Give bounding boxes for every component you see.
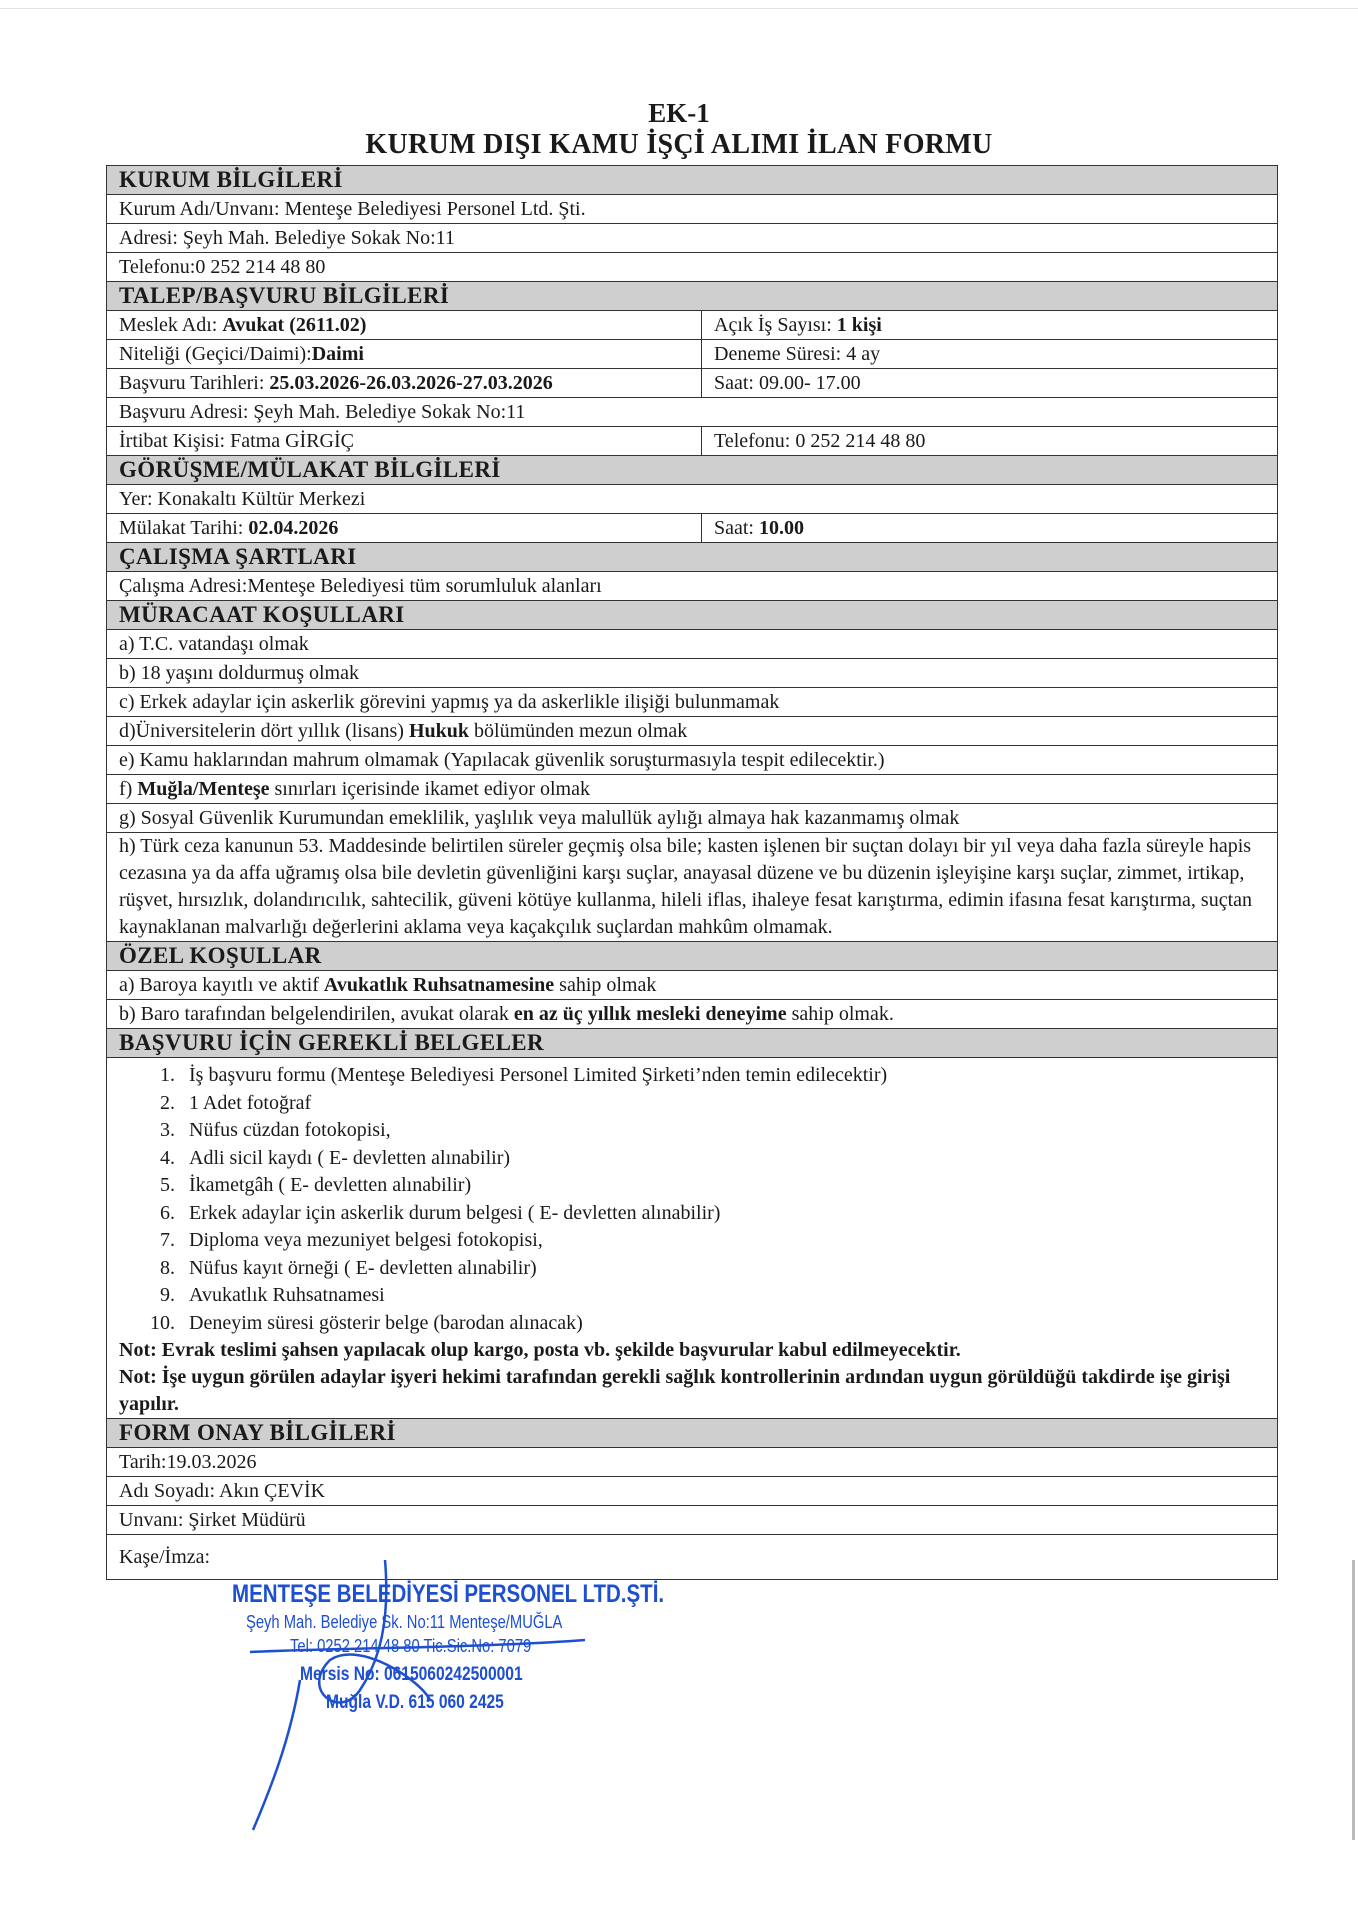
form-row [107, 775, 1277, 804]
form-row [107, 688, 1277, 717]
list-number: 8. [160, 1256, 175, 1279]
form-code: EK-1 [648, 98, 710, 128]
form-row [107, 971, 1277, 1000]
form-cell [107, 630, 1277, 658]
list-number: 9. [160, 1284, 175, 1306]
cell-text: Deneme Süresi: 4 ay [714, 343, 881, 365]
form-row [107, 427, 1277, 456]
note-text: Not: Evrak teslimi şahsen yapılacak olup kargo, posta vb. şekilde başvurular kabul edilmeyecektir. [119, 1339, 961, 1361]
cell-text: f) [119, 778, 138, 800]
cell-text: Mülakat Tarihi: [119, 517, 249, 539]
list-number: 7. [160, 1229, 175, 1251]
cell-text: sahip olmak [554, 974, 657, 996]
list-text: İkametgâh ( E- devletten alınabilir) [189, 1174, 472, 1196]
form-cell [107, 369, 702, 397]
section-header [107, 166, 1277, 195]
form-cell [107, 1000, 1277, 1028]
section-title: GÖRÜŞME/MÜLAKAT BİLGİLERİ [119, 457, 501, 482]
section-title: KURUM BİLGİLERİ [119, 167, 343, 192]
cell-text: sahip olmak. [786, 1003, 894, 1025]
section-title: MÜRACAAT KOŞULLARI [119, 602, 405, 627]
section-title: ÖZEL KOŞULLAR [119, 943, 322, 968]
form-row [107, 311, 1277, 340]
list-text: Adli sicil kaydı ( E- devletten alınabilir) [189, 1146, 511, 1169]
cell-text: Yer: Konakaltı Kültür Merkezi [119, 488, 366, 510]
list-text: Deneyim süresi gösterir belge (barodan alınacak) [189, 1311, 583, 1334]
list-number: 2. [160, 1091, 175, 1114]
form-cell [107, 659, 1277, 687]
form-cell [107, 398, 1277, 426]
cell-text: Saat: 09.00- 17.00 [714, 372, 861, 394]
form-cell [702, 514, 1277, 542]
required-documents-list [107, 1058, 1277, 1419]
list-text: Erkek adaylar için askerlik durum belgesi ( E- devletten alınabilir) [189, 1201, 721, 1224]
list-number: 10. [150, 1311, 175, 1334]
cell-text: Başvuru Adresi: Şeyh Mah. Belediye Sokak No:11 [119, 401, 526, 423]
form-row [107, 398, 1277, 427]
company-stamp [230, 1560, 665, 1790]
form-row [107, 1000, 1277, 1029]
stamp-line: MENTEŞE BELEDİYESİ PERSONEL LTD.ŞTİ. [232, 1580, 665, 1608]
form-row [107, 746, 1277, 775]
list-text: Diploma veya mezuniyet belgesi fotokopisi, [189, 1229, 543, 1251]
section-header [107, 1419, 1277, 1448]
cell-text: Telefonu:0 252 214 48 80 [119, 256, 326, 278]
form-cell [107, 1448, 1277, 1476]
list-item [107, 1255, 1277, 1283]
cell-text: g) Sosyal Güvenlik Kurumundan emeklilik, yaşlılık veya malullük aylığı almaya hak kazanmamış olmak [119, 807, 960, 829]
form-row [107, 253, 1277, 282]
form-row [107, 804, 1277, 833]
cell-text: Tarih:19.03.2026 [119, 1451, 257, 1473]
cell-text: Telefonu: 0 252 214 48 80 [714, 430, 926, 452]
section-title: BAŞVURU İÇİN GEREKLİ BELGELER [119, 1030, 545, 1055]
form-row [107, 717, 1277, 746]
cell-text: Hukuk [408, 720, 470, 742]
list-item [107, 1117, 1277, 1145]
form-cell [107, 253, 1277, 281]
cell-text: en az üç yıllık mesleki deneyime [513, 1003, 787, 1025]
form-cell [702, 427, 1277, 455]
form-row [107, 572, 1277, 601]
section-title: ÇALIŞMA ŞARTLARI [119, 544, 357, 569]
form-row [107, 1448, 1277, 1477]
form-row [107, 659, 1277, 688]
stamp-line: Muğla V.D. 615 060 2425 [326, 1692, 504, 1713]
section-title: TALEP/BAŞVURU BİLGİLERİ [119, 283, 450, 308]
cell-text: Kurum Adı/Unvanı: Menteşe Belediyesi Personel Ltd. Şti. [119, 198, 586, 220]
cell-text: Adresi: Şeyh Mah. Belediye Sokak No:11 [119, 227, 455, 249]
list-number: 6. [160, 1201, 175, 1224]
form-row [107, 514, 1277, 543]
form-cell [107, 340, 702, 368]
cell-text: Açık İş Sayısı: [714, 314, 837, 336]
list-item [107, 1310, 1277, 1338]
form-cell [107, 804, 1277, 832]
list-item [107, 1200, 1277, 1228]
cell-text: Daimi [311, 343, 364, 365]
stamp-line: Tel: 0252 214 48 80 Tic.Sic.No: 7079 [290, 1636, 532, 1656]
form-cell [702, 311, 1277, 339]
cell-text: bölümünden mezun olmak [469, 720, 688, 742]
cell-text: b) Baro tarafından belgelendirilen, avukat olarak [119, 1003, 514, 1025]
cell-text: sınırları içerisinde ikamet ediyor olmak [269, 778, 590, 800]
form-cell [107, 833, 1277, 941]
list-text: 1 Adet fotoğraf [189, 1091, 312, 1114]
cell-text: 10.00 [759, 517, 804, 539]
form-row [107, 485, 1277, 514]
form-cell [107, 746, 1277, 774]
cell-text: 1 kişi [836, 314, 882, 336]
cell-text: b) 18 yaşını doldurmuş olmak [119, 662, 359, 684]
cell-text: Başvuru Tarihleri: [119, 372, 270, 394]
form-cell [107, 717, 1277, 745]
form-row [107, 630, 1277, 659]
form-cell [107, 224, 1277, 252]
scan-edge [0, 8, 1358, 9]
form-cell [107, 427, 702, 455]
cell-text: Kaşe/İmza: [119, 1546, 211, 1568]
stamp-line: Mersis No: 0615060242500001 [300, 1664, 523, 1685]
cell-text: Unvanı: Şirket Müdürü [119, 1509, 306, 1531]
cell-text: Muğla/Menteşe [137, 778, 270, 800]
form-cell [107, 195, 1277, 223]
form-cell [107, 572, 1277, 600]
list-item [107, 1282, 1277, 1310]
cell-text: h) Türk ceza kanunun 53. Maddesinde belirtilen süreler geçmiş olsa bile; kasten işlenen bir suçtan dolayı bir yıl veya daha fazla süreyle hapis cezasına ya da affa uğramış olsa bile devletin güvenliğini karşı suçlar, anayasal düzene ve bu düzenin işleyişine karşı suçlar, zimmet, irtikap, rüşvet, hırsızlık, dolandırıcılık, sahtecilik, güveni kötüye kullanma, hileli iflas, ihaleye fesat karıştırma, edimin ifasına fesat karıştırma, suçtan kaynaklanan malvarlığı değerlerini aklama veya kaçakçılık suçlardan mahkûm olmamak. [119, 835, 1253, 938]
section-header [107, 456, 1277, 485]
form-cell [702, 369, 1277, 397]
stamp-line: Şeyh Mah. Belediye Sk. No:11 Menteşe/MUĞLA [246, 1612, 563, 1632]
section-header [107, 1029, 1277, 1058]
scan-edge [1352, 1560, 1355, 1840]
section-header [107, 601, 1277, 630]
form-row [107, 1506, 1277, 1535]
form-cell [107, 514, 702, 542]
form-cell [702, 340, 1277, 368]
list-item [107, 1172, 1277, 1200]
list-item [107, 1227, 1277, 1255]
form-row [107, 224, 1277, 253]
cell-text: 02.04.2026 [248, 517, 339, 539]
cell-text: c) Erkek adaylar için askerlik görevini yapmış ya da askerlikle ilişiği bulunmamak [119, 691, 780, 713]
list-number: 4. [160, 1146, 175, 1169]
section-header [107, 543, 1277, 572]
list-text: Nüfus cüzdan fotokopisi, [189, 1119, 391, 1141]
form-row [107, 833, 1277, 942]
form-cell [107, 971, 1277, 999]
cell-text: Meslek Adı: [119, 314, 223, 336]
list-text: İş başvuru formu (Menteşe Belediyesi Personel Limited Şirketi’nden temin edilecektir) [189, 1064, 888, 1086]
cell-text: Avukatlık Ruhsatnamesine [323, 974, 555, 996]
form-row [107, 340, 1277, 369]
cell-text: İrtibat Kişisi: Fatma GİRGİÇ [119, 430, 354, 452]
cell-text: Niteliği (Geçici/Daimi): [119, 343, 312, 365]
list-item [107, 1145, 1277, 1173]
section-header [107, 282, 1277, 311]
section-header [107, 942, 1277, 971]
list-text: Avukatlık Ruhsatnamesi [189, 1284, 385, 1306]
list-number: 3. [160, 1119, 175, 1141]
list-number: 1. [160, 1064, 175, 1086]
list-text: Nüfus kayıt örneği ( E- devletten alınabilir) [189, 1256, 537, 1279]
application-form-table [106, 165, 1278, 1580]
form-title: KURUM DIŞI KAMU İŞÇİ ALIMI İLAN FORMU [365, 129, 993, 160]
cell-text: a) Baroya kayıtlı ve aktif [119, 974, 324, 996]
form-cell [107, 1477, 1277, 1505]
cell-text: Çalışma Adresi:Menteşe Belediyesi tüm sorumluluk alanları [119, 575, 602, 597]
form-cell [107, 688, 1277, 716]
form-row [107, 369, 1277, 398]
note-text: Not: İşe uygun görülen adaylar işyeri hekimi tarafından gerekli sağlık kontrollerinin ardından uygun görüldüğü takdirde işe girişi yapılır. [119, 1366, 1231, 1415]
list-number: 5. [160, 1174, 175, 1196]
form-cell [107, 1506, 1277, 1534]
list-item [107, 1090, 1277, 1118]
list-item [107, 1062, 1277, 1090]
cell-text: e) Kamu haklarından mahrum olmamak (Yapılacak güvenlik soruşturmasıyla tespit edilecektir.) [119, 749, 885, 771]
section-title: FORM ONAY BİLGİLERİ [119, 1420, 396, 1445]
cell-text: Saat: [714, 517, 759, 539]
cell-text: a) T.C. vatandaşı olmak [119, 633, 309, 655]
cell-text: Adı Soyadı: Akın ÇEVİK [119, 1480, 326, 1502]
form-row [107, 195, 1277, 224]
cell-text: 25.03.2026-26.03.2026-27.03.2026 [269, 372, 553, 394]
form-cell [107, 775, 1277, 803]
form-row [107, 1477, 1277, 1506]
cell-text: d)Üniversitelerin dört yıllık (lisans) [119, 720, 409, 742]
cell-text: Avukat (2611.02) [222, 314, 367, 336]
form-cell [107, 485, 1277, 513]
form-cell [107, 311, 702, 339]
